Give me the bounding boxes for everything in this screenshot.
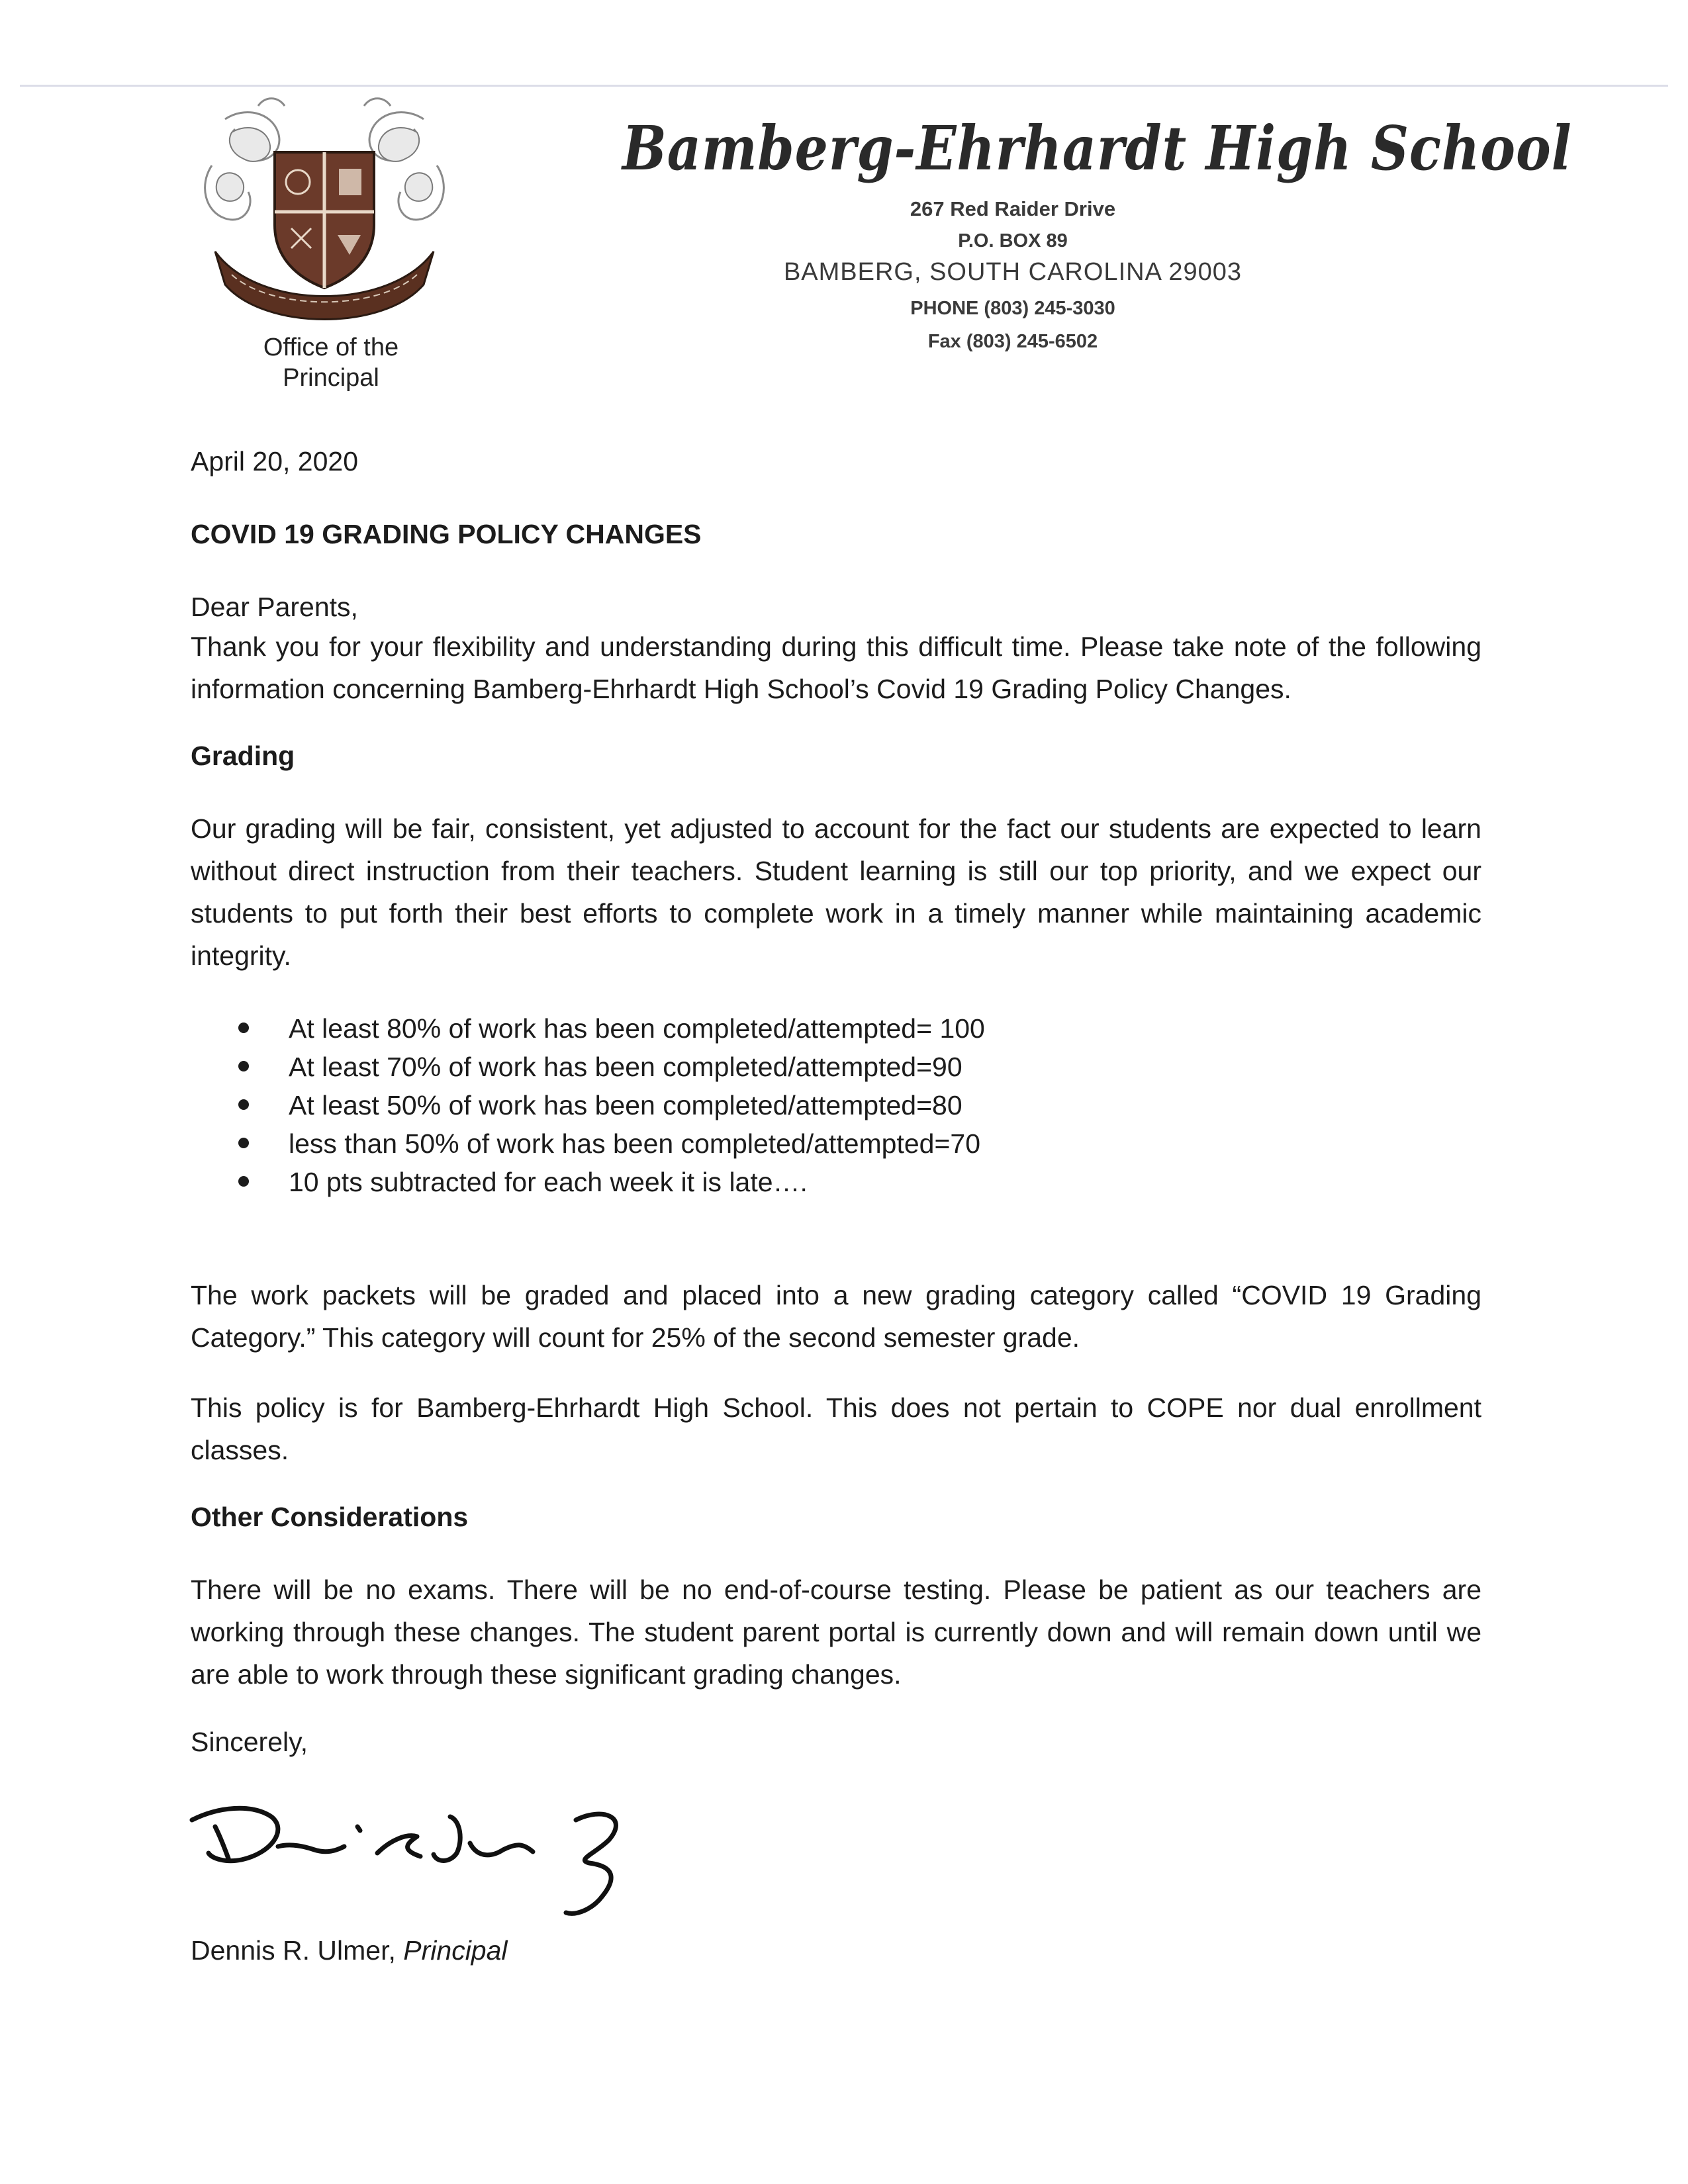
- intro-paragraph: Thank you for your flexibility and understanding during this difficult time. Please take note of the following information concerning Bamberg-Ehrhardt High School’s Covid 19 Grading Policy Changes.: [191, 631, 1481, 704]
- address-city-state: BAMBERG, SOUTH CAROLINA 29003: [783, 258, 1243, 286]
- other-considerations-paragraph: There will be no exams. There will be no end-of-course testing. Please be patient as our teachers are working through these changes. The student parent portal is currently down and will remain down until we are able to work through these significant grading changes.: [191, 1574, 1481, 1690]
- bullet-icon: [238, 1176, 249, 1187]
- office-of-principal: [199, 332, 463, 393]
- signer-title: Principal: [403, 1935, 508, 1966]
- top-rule: [20, 85, 1668, 87]
- grading-paragraph: Our grading will be fair, consistent, yet adjusted to account for the fact our students are expected to learn without direct instruction from their teachers. Student learning is still our top priority, and we expect our students to put forth their best efforts to complete work in a timely manner while maintaining academic integrity.: [191, 813, 1481, 971]
- list-item: [238, 1086, 1364, 1124]
- other-considerations-heading: Other Considerations: [191, 1502, 469, 1532]
- bullet-icon: [238, 1138, 249, 1148]
- list-item-text: At least 50% of work has been completed/attempted=80: [289, 1090, 962, 1120]
- bullet-icon: [238, 1061, 249, 1071]
- school-name-text: Bamberg-Ehrhardt High School: [622, 113, 1572, 184]
- bullet-icon: [238, 1023, 249, 1033]
- packets-paragraph: The work packets will be graded and placed into a new grading category called “COVID 19 Grading Category.” This category will count for 25% of the second semester grade.: [191, 1280, 1481, 1353]
- list-item-text: 10 pts subtracted for each week it is late….: [289, 1167, 808, 1197]
- signoff: [191, 1929, 1481, 1972]
- list-item: [238, 1163, 1364, 1201]
- address-street: 267 Red Raider Drive: [910, 197, 1116, 220]
- list-item-text: At least 80% of work has been completed/attempted= 100: [289, 1013, 985, 1044]
- office-line-1: Office of the: [263, 334, 399, 361]
- letter-greeting: Dear Parents,: [191, 592, 358, 622]
- letter-date: April 20, 2020: [191, 446, 359, 477]
- policy-paragraph: This policy is for Bamberg-Ehrhardt High School. This does not pertain to COPE nor dual enrollment classes.: [191, 1392, 1481, 1465]
- bullet-icon: [238, 1099, 249, 1110]
- office-line-2: Principal: [283, 364, 379, 392]
- grading-heading: Grading: [191, 741, 295, 771]
- school-name: [622, 113, 1572, 184]
- grading-scale-list: [238, 1009, 1364, 1201]
- list-item: [238, 1048, 1364, 1086]
- school-crest-icon: [185, 93, 463, 338]
- list-item: [238, 1009, 1364, 1048]
- address-po-box: P.O. BOX 89: [958, 230, 1068, 251]
- address-phone: PHONE (803) 245-3030: [910, 298, 1115, 319]
- signer-name: Dennis R. Ulmer,: [191, 1935, 396, 1966]
- list-item-text: At least 70% of work has been completed/attempted=90: [289, 1052, 962, 1082]
- address-fax: Fax (803) 245-6502: [927, 331, 1098, 352]
- list-item: [238, 1124, 1364, 1163]
- letter-subject: COVID 19 GRADING POLICY CHANGES: [191, 519, 702, 549]
- closing: Sincerely,: [191, 1727, 308, 1757]
- list-item-text: less than 50% of work has been completed/attempted=70: [289, 1128, 981, 1159]
- signature-icon: [179, 1780, 682, 1933]
